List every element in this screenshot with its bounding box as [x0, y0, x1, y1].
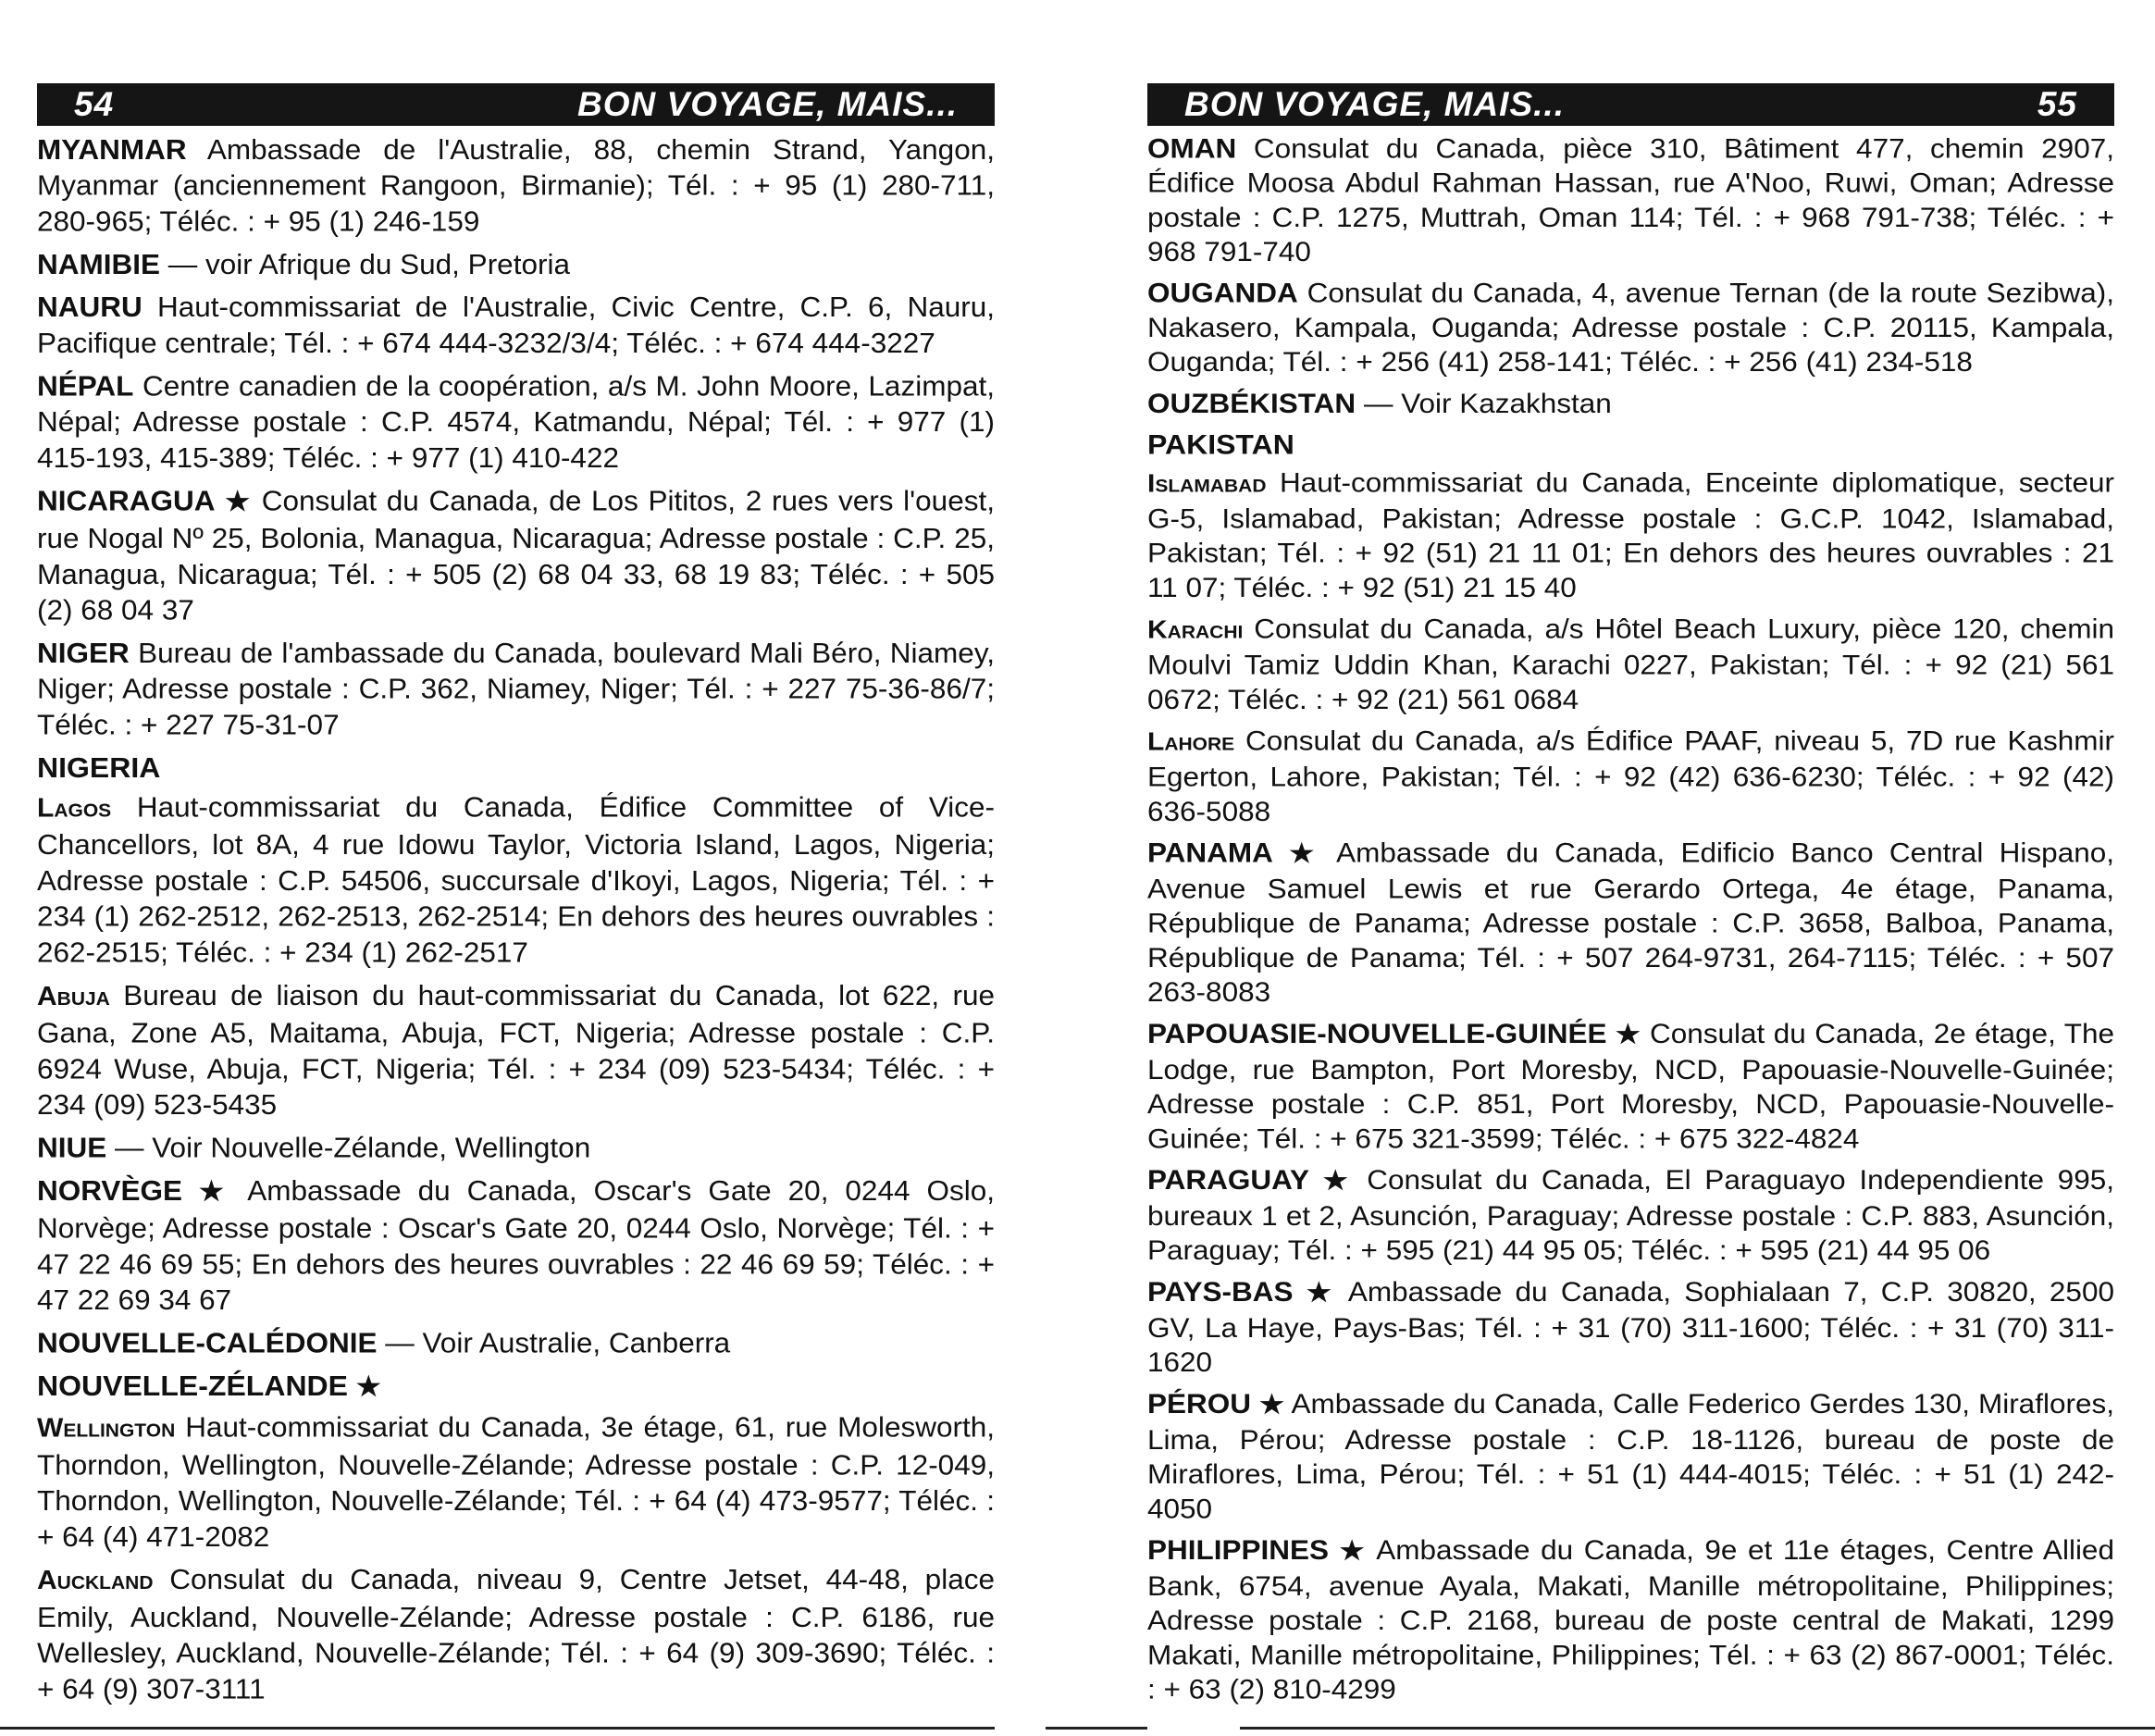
country-name: PHILIPPINES: [1147, 1533, 1330, 1566]
entry-text: Haut-commissariat du Canada, Enceinte diplomatique, secteur G-5, Islamabad, Pakistan; Adresse postale : G.C.P. 1042, Islamabad, Pakistan; Tél. : + 92 (51) 21 11 01; En dehors des heures ouvrables : 21 11 07; Téléc. : + 92 (51) 21 15 40: [1147, 466, 2114, 603]
entry-text: Haut-commissariat de l'Australie, Civic Centre, C.P. 6, Nauru, Pacifique centrale; Tél. : + 674 444-3232/3/4; Téléc. : + 674 444-3227: [37, 291, 995, 359]
entry-text: Consulat du Canada, pièce 310, Bâtiment 477, chemin 2907, Édifice Moosa Abdul Rahman Hassan, rue A'Noo, Ruwi, Oman; Adresse postale : C.P. 1275, Muttrah, Oman 114; Tél. : + 968 791-738; Téléc. : + 968 791-740: [1147, 132, 2114, 267]
entry-text: Haut-commissariat du Canada, 3e étage, 61, rue Molesworth, Thorndon, Wellington, Nouvelle-Zélande; Adresse postale : C.P. 12-049, Thorndon, Wellington, Nouvelle-Zélande; Tél. : + 64 (4) 473-9577; Téléc. : + 64 (4) 471-2082: [37, 1410, 995, 1553]
country-name: NORVÈGE: [37, 1173, 182, 1207]
entry-text: Consulat du Canada, 4, avenue Ternan (de la route Sezibwa), Nakasero, Kampala, Ouganda; Adresse postale : C.P. 20115, Kampala, Ouganda; Tél. : + 256 (41) 258-141; Téléc. : + 256 (41) 234-518: [1147, 277, 2114, 378]
country-name: NAURU: [37, 291, 142, 324]
city-entry: [1147, 465, 2114, 605]
country-entry: [37, 1368, 995, 1406]
star-icon: ★: [1306, 1278, 1337, 1308]
country-entry: [37, 635, 995, 742]
bottom-rule: [1046, 1727, 1147, 1730]
country-name: OUZBÉKISTAN: [1147, 387, 1356, 419]
country-entry: [37, 482, 995, 627]
country-entry: [37, 750, 995, 786]
city-entry: [37, 1561, 995, 1706]
country-entry: [1147, 1162, 2114, 1267]
country-name: NIGER: [37, 636, 130, 669]
country-name: OMAN: [1147, 132, 1237, 164]
page-number: 54: [74, 85, 115, 123]
entry-text: Haut-commissariat du Canada, Édifice Committee of Vice-Chancellors, lot 8A, 4 rue Idowu Taylor, Victoria Island, Lagos, Nigeria; Adresse postale : C.P. 54506, succursale d'Ikoyi, Lagos, Nigeria; Tél. : + 234 (1) 262-2512, 262-2513, 262-2514; En dehors des heures ouvrables : 262-2515; Téléc. : + 234 (1) 262-2517: [37, 790, 995, 969]
country-entry: [37, 289, 995, 360]
entry-text: Ambassade du Canada, Edificio Banco Central Hispano, Avenue Samuel Lewis et rue Gerardo Ortega, 4e étage, Panama, République de Panama; Adresse postale : C.P. 3658, Balboa, Panama, République de Panama; Tél. : + 507 264-9731, 264-7115; Téléc. : + 507 263-8083: [1147, 837, 2114, 1008]
country-name: NAMIBIE: [37, 247, 160, 280]
country-entry: [1147, 1386, 2114, 1526]
country-entry: [1147, 836, 2114, 1010]
country-entry: [37, 246, 995, 282]
country-entry: [37, 367, 995, 475]
directory-entries: [37, 126, 995, 1706]
star-icon: ★: [1322, 1166, 1354, 1196]
country-entry: [1147, 276, 2114, 379]
running-header: [37, 83, 995, 126]
star-icon: ★: [1339, 1536, 1368, 1566]
country-entry: [1147, 1274, 2114, 1379]
country-name: PAKISTAN: [1147, 428, 1294, 460]
city-name: Wellington: [37, 1413, 176, 1444]
star-icon: ★: [355, 1371, 381, 1402]
header-title: BON VOYAGE, MAIS...: [1184, 85, 1565, 123]
city-entry: [37, 789, 995, 971]
star-icon: ★: [1259, 1390, 1285, 1420]
country-entry: [1147, 428, 2114, 462]
bottom-rule: [0, 1727, 995, 1730]
entry-text: Consulat du Canada, niveau 9, Centre Jetset, 44-48, place Emily, Auckland, Nouvelle-Zélande; Adresse postale : C.P. 6186, rue Wellesley, Auckland, Nouvelle-Zélande; Tél. : + 64 (9) 309-3690; Téléc. : + 64 (9) 307-3111: [37, 1563, 995, 1705]
star-icon: ★: [198, 1176, 233, 1207]
city-name: Islamabad: [1147, 469, 1267, 498]
entry-text: Ambassade du Canada, Calle Federico Gerdes 130, Miraflores, Lima, Pérou; Adresse postale : C.P. 18-1126, bureau de poste de Miraflores, Lima, Pérou; Tél. : + 51 (1) 444-4015; Téléc. : + 51 (1) 242-4050: [1147, 1387, 2114, 1524]
entry-text: — voir Afrique du Sud, Pretoria: [167, 247, 570, 280]
right-page: [1147, 83, 2114, 1712]
entry-text: — Voir Australie, Canberra: [385, 1326, 731, 1359]
country-name: NICARAGUA: [37, 484, 216, 517]
country-entry: [1147, 1532, 2114, 1706]
left-page: [37, 83, 995, 1712]
country-entry: [37, 1325, 995, 1361]
country-name: NIGERIA: [37, 750, 161, 784]
directory-entries: [1147, 126, 2114, 1706]
country-entry: [37, 1172, 995, 1318]
city-entry: [1147, 612, 2114, 716]
entry-text: Bureau de l'ambassade du Canada, boulevard Mali Béro, Niamey, Niger; Adresse postale : C.P. 362, Niamey, Niger; Tél. : + 227 75-36-86/7; Téléc. : + 227 75-31-07: [37, 636, 995, 741]
country-name: PAPOUASIE-NOUVELLE-GUINÉE: [1147, 1017, 1607, 1049]
city-name: Abuja: [37, 981, 110, 1011]
entry-text: Ambassade de l'Australie, 88, chemin Strand, Yangon, Myanmar (anciennement Rangoon, Birmanie); Tél. : + 95 (1) 280-711, 280-965; Téléc. : + 95 (1) 246-159: [37, 132, 995, 238]
entry-text: Ambassade du Canada, Sophialaan 7, C.P. 30820, 2500 GV, La Haye, Pays-Bas; Tél. : + 31 (70) 311-1600; Téléc. : + 31 (70) 311-1620: [1147, 1275, 2114, 1378]
city-entry: [1147, 724, 2114, 828]
page-number: 55: [2037, 85, 2077, 123]
star-icon: ★: [1289, 839, 1322, 868]
entry-text: — Voir Kazakhstan: [1363, 387, 1612, 419]
country-name: OUGANDA: [1147, 277, 1298, 309]
entry-text: Consulat du Canada, 2e étage, The Lodge, rue Bampton, Port Moresby, NCD, Papouasie-Nouvelle-Guinée; Adresse postale : C.P. 851, Port Moresby, NCD, Papouasie-Nouvelle-Guinée; Tél. : + 675 321-3599; Téléc. : + 675 322-4824: [1147, 1017, 2114, 1154]
header-title: BON VOYAGE, MAIS...: [577, 85, 958, 123]
entry-text: Consulat du Canada, El Paraguayo Independiente 995, bureaux 1 et 2, Asunción, Paraguay; Adresse postale : C.P. 883, Asunción, Paraguay; Tél. : + 595 (21) 44 95 05; Téléc. : + 595 (21) 44 95 06: [1147, 1163, 2114, 1266]
country-name: NÉPAL: [37, 369, 134, 403]
country-name: PANAMA: [1147, 837, 1273, 868]
country-entry: [1147, 1016, 2114, 1156]
entry-text: Consulat du Canada, a/s Hôtel Beach Luxury, pièce 120, chemin Moulvi Tamiz Uddin Khan, Karachi 0227, Pakistan; Tél. : + 92 (21) 561 0672; Téléc. : + 92 (21) 561 0684: [1147, 613, 2114, 715]
country-name: MYANMAR: [37, 132, 187, 166]
country-entry: [1147, 131, 2114, 269]
star-icon: ★: [225, 487, 253, 517]
city-entry: [37, 977, 995, 1122]
country-name: NOUVELLE-CALÉDONIE: [37, 1326, 378, 1359]
entry-text: Centre canadien de la coopération, a/s M. John Moore, Lazimpat, Népal; Adresse postale : C.P. 4574, Katmandu, Népal; Tél. : + 977 (1) 415-193, 415-389; Téléc. : + 977 (1) 410-422: [37, 369, 995, 474]
city-name: Karachi: [1147, 615, 1244, 645]
city-name: Lahore: [1147, 727, 1235, 756]
country-name: PÉROU: [1147, 1387, 1252, 1420]
entry-text: Bureau de liaison du haut-commissariat du Canada, lot 622, rue Gana, Zone A5, Maitama, Abuja, FCT, Nigeria; Adresse postale : C.P. 6924 Wuse, Abuja, FCT, Nigeria; Tél. : + 234 (09) 523-5434; Téléc. : + 234 (09) 523-5435: [37, 978, 995, 1121]
running-header: [1147, 83, 2114, 126]
country-name: NOUVELLE-ZÉLANDE: [37, 1370, 348, 1402]
bottom-rule: [1240, 1727, 2155, 1730]
country-name: PAYS-BAS: [1147, 1275, 1294, 1308]
star-icon: ★: [1615, 1020, 1641, 1049]
city-name: Auckland: [37, 1566, 154, 1596]
entry-text: Consulat du Canada, de Los Pititos, 2 rues vers l'ouest, rue Nogal Nº 25, Bolonia, Managua, Nicaragua; Adresse postale : C.P. 25, Managua, Nicaragua; Tél. : + 505 (2) 68 04 33, 68 19 83; Téléc. : + 505 (2) 68 04 37: [37, 484, 995, 626]
country-name: NIUE: [37, 1131, 107, 1164]
entry-text: — Voir Nouvelle-Zélande, Wellington: [115, 1131, 591, 1164]
entry-text: Consulat du Canada, a/s Édifice PAAF, niveau 5, 7D rue Kashmir Egerton, Lahore, Pakistan; Tél. : + 92 (42) 636-6230; Téléc. : + 92 (42) 636-5088: [1147, 725, 2114, 827]
entry-text: Ambassade du Canada, Oscar's Gate 20, 0244 Oslo, Norvège; Adresse postale : Oscar's Gate 20, 0244 Oslo, Norvège; Tél. : + 47 22 46 69 55; En dehors des heures ouvrables : 22 46 69 59; Téléc. : + 47 22 69 34 67: [37, 1173, 995, 1316]
country-name: PARAGUAY: [1147, 1163, 1310, 1196]
city-entry: [37, 1409, 995, 1555]
country-entry: [1147, 386, 2114, 420]
city-name: Lagos: [37, 793, 112, 824]
country-entry: [37, 131, 995, 239]
country-entry: [37, 1129, 995, 1165]
entry-text: Ambassade du Canada, 9e et 11e étages, Centre Allied Bank, 6754, avenue Ayala, Makati, Manille métropolitaine, Philippines; Adresse postale : C.P. 2168, bureau de poste central de Makati, 1299 Makati, Manille métropolitaine, Philippines; Tél. : + 63 (2) 867-0001; Téléc. : + 63 (2) 810-4299: [1147, 1533, 2114, 1705]
